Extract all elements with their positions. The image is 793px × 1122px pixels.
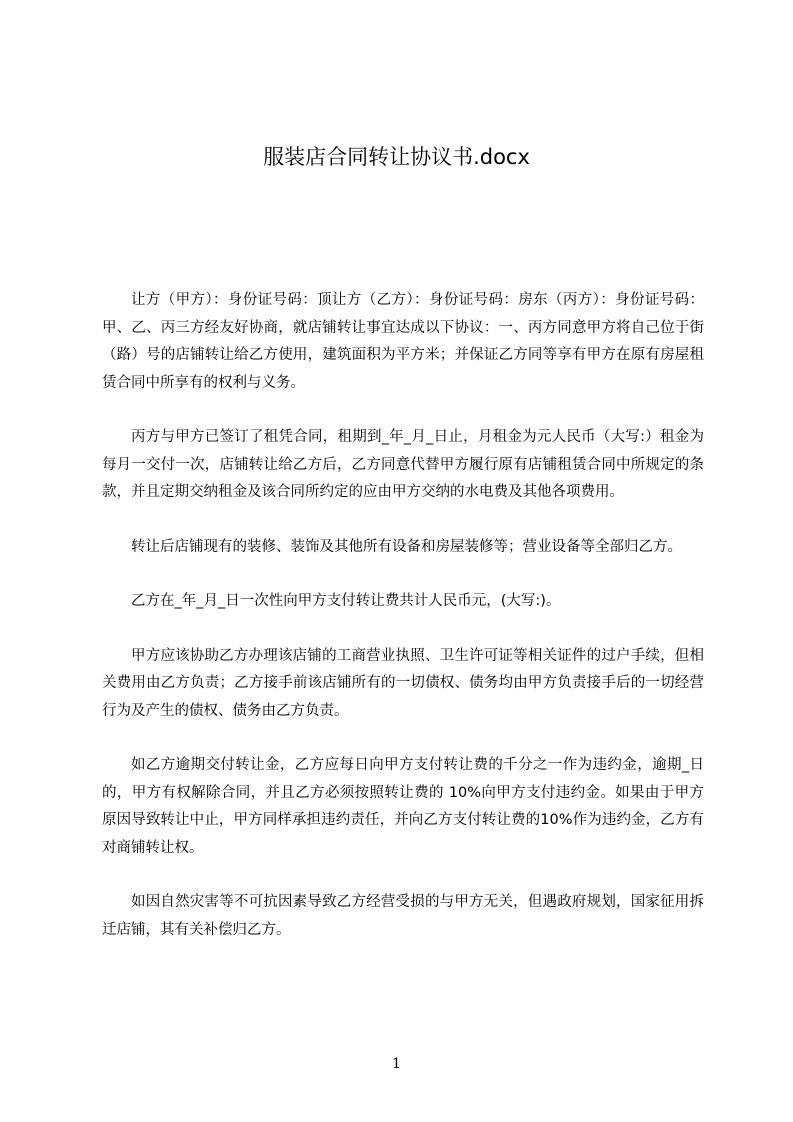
paragraph-licenses: 甲方应该协助乙方办理该店铺的工商营业执照、卫生许可证等相关证件的过户手续，但相关费用由乙方负责；乙方接手前该店铺所有的一切债权、债务均由甲方负责接手后的一切经营行为及产生的债权、债务由乙方负责。	[102, 647, 704, 719]
paragraph-equipment: 转让后店铺现有的装修、装饰及其他所有设备和房屋装修等；营业设备等全部归乙方。	[131, 538, 682, 555]
page-number: 1	[392, 1056, 401, 1072]
document-title: 服装店合同转让协议书.docx	[263, 145, 530, 169]
paragraph-lease-terms: 丙方与甲方已签订了租凭合同，租期到_年_月_日止，月租金为元人民币（大写:）租金为每月一交付一次，店铺转让给乙方后，乙方同意代替甲方履行原有店铺租赁合同中所规定的条款，并且定期交纳租金及该合同所约定的应由甲方交纳的水电费及其他各项费用。	[102, 429, 704, 500]
document-body	[102, 287, 704, 971]
paragraph-force-majeure: 如因自然灾害等不可抗因素导致乙方经营受损的与甲方无关，但遇政府规划，国家征用拆迁店铺，其有关补偿归乙方。	[102, 894, 704, 938]
paragraph-parties: 让方（甲方）：身份证号码：顶让方（乙方）：身份证号码：房东（丙方）：身份证号码：甲、乙、丙三方经友好协商，就店铺转让事宜达成以下协议：一、丙方同意甲方将自己位于街（路）号的店铺转让给乙方使用，建筑面积为平方米；并保证乙方同等享有甲方在原有房屋租赁合同中所享有的权利与义务。	[102, 292, 704, 391]
paragraph-payment: 乙方在_年_月_日一次性向甲方支付转让费共计人民币元，(大写:)。	[131, 593, 561, 609]
paragraph-penalty: 如乙方逾期交付转让金，乙方应每日向甲方支付转让费的千分之一作为违约金，逾期_日的，甲方有权解除合同，并且乙方必须按照转让费的 10%向甲方支付违约金。如果由于甲方原因导致转让中止，甲方同样承担违约责任，并向乙方支付转让费的10%作为违约金，乙方有对商铺转让权。	[102, 757, 704, 856]
